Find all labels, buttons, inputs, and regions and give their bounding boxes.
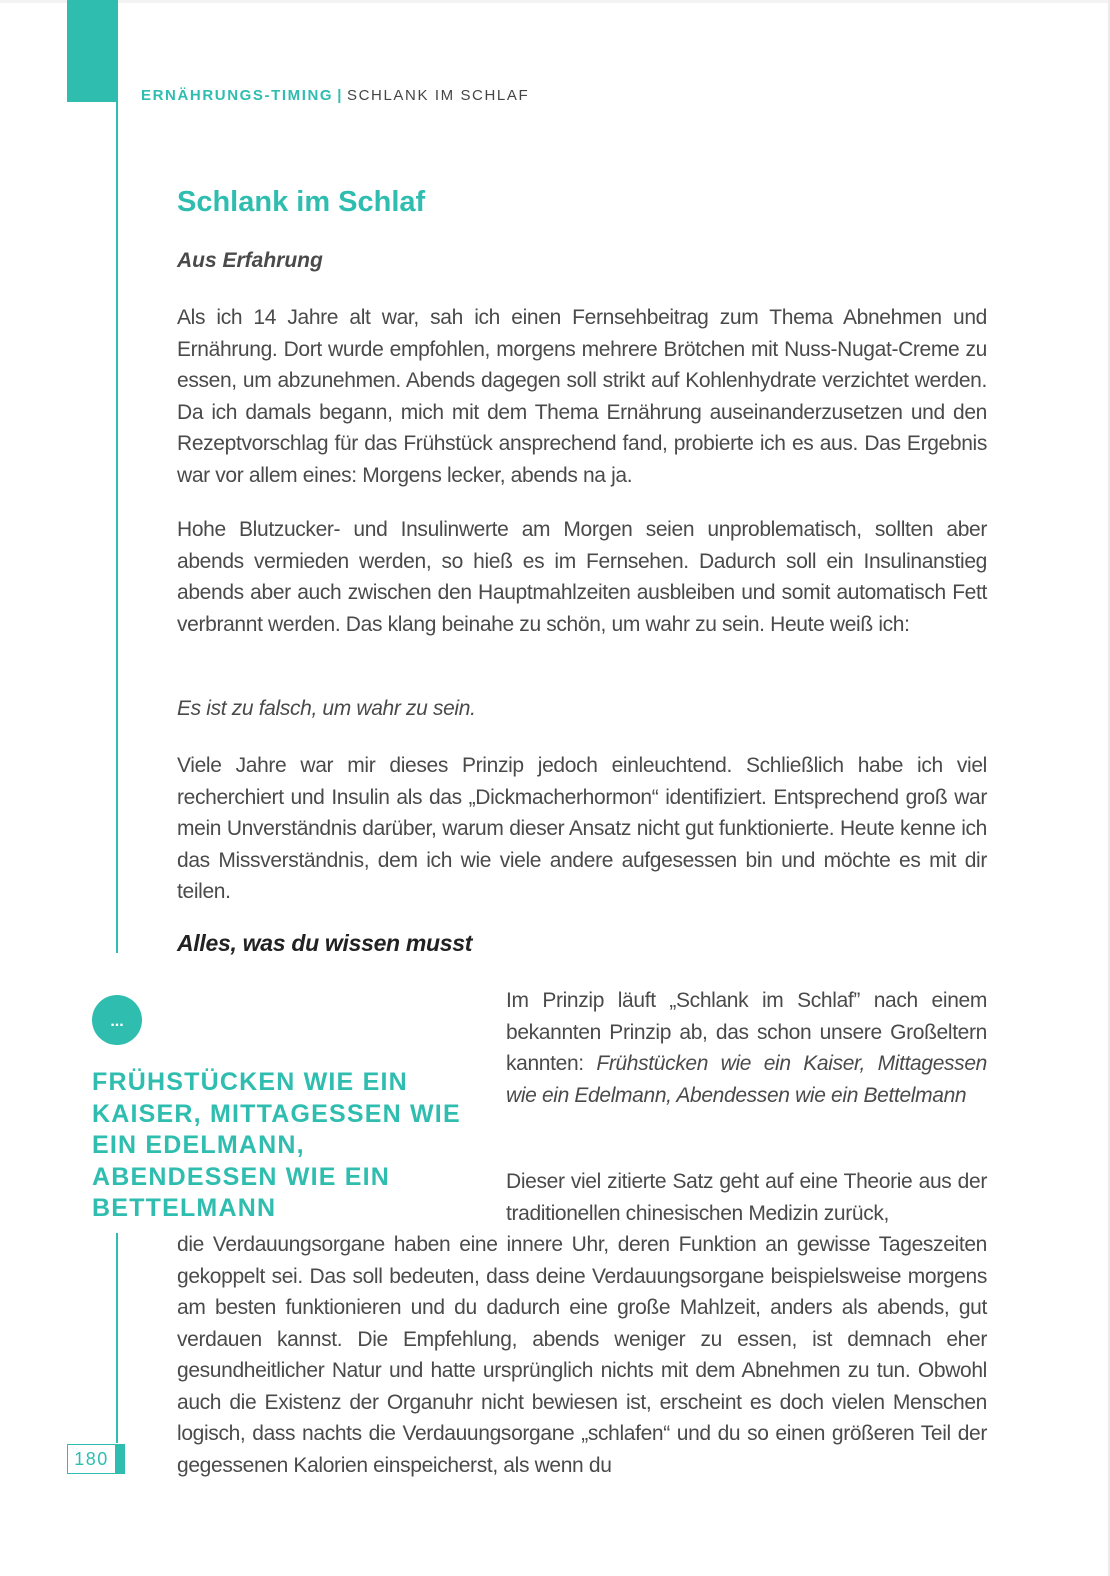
paragraph-1: Als ich 14 Jahre alt war, sah ich einen Fernsehbeitrag zum Thema Abnehmen und Ernährung. Dort wurde empfohlen, morgens mehrere Brötchen mit Nuss-Nugat-Creme zu essen, um abzunehmen. Abends dagegen soll strikt auf Kohlenhydrate verzichtet werden. Da ich damals begann, mich mit dem Thema Ernährung auseinanderzusetzen und den Rezeptvorschlag für das Frühstück ansprechend fand, probierte ich es aus. Das Ergebnis war vor allem eines: Morgens lecker, abends na ja.: [177, 306, 987, 487]
page-number-tab: [115, 1444, 125, 1474]
paragraph-2: Hohe Blutzucker- und Insulinwerte am Morgen seien unproblematisch, sollten aber abends vermieden werden, so hieß es im Fernsehen. Dadurch soll ein Insulinanstieg abends aber auch zwischen den Hauptmahlzeiten ausbleiben und somit automatisch Fett verbrannt werden. Das klang beinahe zu schön, um wahr zu sein. Heute weiß ich:: [177, 518, 987, 636]
section-paragraph-1: [506, 985, 987, 1111]
page-number: 180: [67, 1444, 115, 1474]
section-paragraph-1-proverb: Frühstücken wie ein Kaiser, Mittagessen wie ein Edelmann, Abendessen wie ein Bettelmann: [506, 1052, 987, 1107]
margin-rule-bottom: [116, 1233, 118, 1443]
article-subtitle: Aus Erfahrung: [177, 249, 323, 272]
margin-rule-top: [116, 0, 118, 953]
paragraph-3: Viele Jahre war mir dieses Prinzip jedoch einleuchtend. Schließlich habe ich viel recherchiert und Insulin als das „Dickmacherhormon“ identifiziert. Entsprechend groß war mein Unverständnis darüber, warum dieser Ansatz nicht gut funktionierte. Heute kenne ich das Missverständnis, dem ich wie viele andere aufgesessen bin und möchte es mit dir teilen.: [177, 754, 987, 903]
running-head-chapter: ERNÄHRUNGS-TIMING: [141, 87, 334, 104]
running-head-section: SCHLANK IM SCHLAF: [347, 87, 530, 104]
page-top-edge: [0, 0, 1110, 3]
pull-quote: FRÜHSTÜCKEN WIE EIN KAISER, MITTAGESSEN WIE EIN EDELMANN, ABENDESSEN WIE EIN BETTELMANN: [92, 1068, 461, 1222]
running-head: [141, 87, 529, 104]
section-paragraph-1-intro: Im Prinzip läuft „Schlank im Schlaf” nach einem bekannten Prinzip ab, das schon unsere Großeltern kannten:: [506, 989, 987, 1075]
ellipsis-badge-icon: ...: [92, 995, 142, 1045]
accent-block: [67, 0, 117, 102]
section-heading: Alles, was du wissen musst: [177, 930, 473, 956]
running-head-separator: |: [337, 87, 343, 104]
section-paragraph-2-start: Dieser viel zitierte Satz geht auf eine Theorie aus der traditionellen chinesischen Medizin zurück,: [506, 1170, 987, 1225]
italic-quote: Es ist zu falsch, um wahr zu sein.: [177, 697, 476, 720]
section-paragraph-2-rest: die Verdauungsorgane haben eine innere Uhr, deren Funktion an gewisse Tageszeiten gekoppelt sei. Das soll bedeuten, dass deine Verdauungsorgane beispielsweise morgens am besten funktionieren und du dadurch eine große Mahlzeit, anders als abends, gut verdauen kannst. Die Empfehlung, abends weniger zu essen, ist demnach eher gesundheitlicher Natur und hatte ursprünglich nichts mit dem Abnehmen zu tun. Obwohl auch die Existenz der Organuhr nicht bewiesen ist, erscheint es doch vielen Menschen logisch, dass nachts die Verdauungsorgane „schlafen“ und du so einen größeren Teil der gegessenen Kalorien einspeicherst, als wenn du: [177, 1233, 987, 1477]
article-title: Schlank im Schlaf: [177, 186, 426, 218]
